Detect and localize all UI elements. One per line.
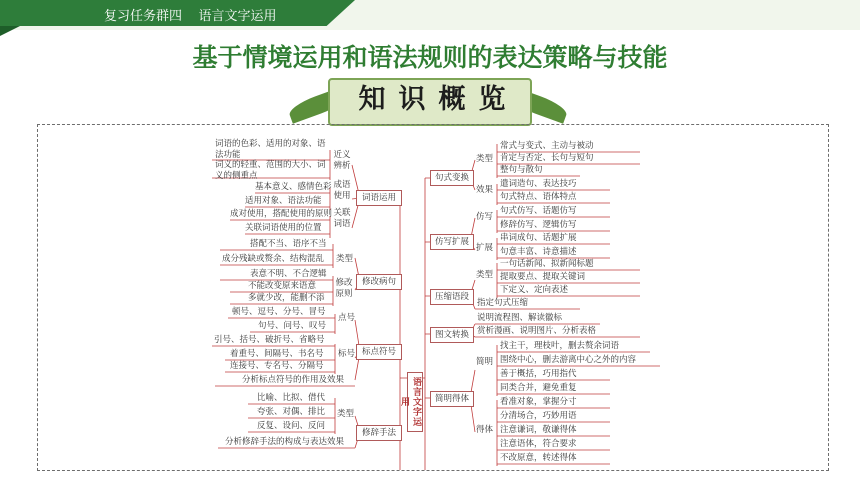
node-kuozhan: 仿写扩展: [430, 234, 474, 250]
group-label: 标号: [338, 349, 356, 359]
node-ciyu: 词语运用: [356, 190, 402, 206]
leaf-item: 提取要点、提取关键词: [500, 272, 586, 282]
leaf-item: 遣词造句、表达技巧: [500, 179, 577, 189]
banner-char: 览: [478, 84, 506, 115]
leaf-item: 成分残缺或赘余、结构混乱: [222, 254, 325, 264]
leaf-item: 同类合并，避免重复: [500, 383, 577, 393]
header-topic: 语言文字运用: [198, 9, 277, 24]
group-label: 成语使用: [333, 180, 351, 201]
leaf-item: 搭配不当、语序不当: [250, 239, 327, 249]
page-title: 基于情境运用和语法规则的表达策略与技能: [192, 43, 668, 72]
leaf-item: 不改原意，转述得体: [500, 453, 577, 463]
leaf-item: 看准对象，掌握分寸: [500, 397, 577, 407]
leaf-item: 常式与变式、主动与被动: [500, 141, 594, 151]
leaf-item: 句号、问号、叹号: [258, 321, 327, 331]
node-jianming: 简明得体: [430, 391, 474, 407]
leaf-item: 赏析漫画、说明图片、分析表格: [477, 326, 597, 336]
group-label: 类型: [336, 254, 354, 264]
banner-char: 知: [358, 84, 386, 115]
leaf-item: 句式特点、语体特点: [500, 192, 577, 202]
leaf-item: 修辞仿写、逻辑仿写: [500, 220, 577, 230]
node-bingju: 修改病句: [356, 274, 402, 290]
leaf-item: 词语的色彩、适用的对象、语法功能: [215, 139, 326, 160]
leaf-item: 表意不明、不合逻辑: [250, 269, 327, 279]
banner-char: 识: [398, 84, 426, 115]
leaf-item: 善于概括，巧用指代: [500, 369, 577, 379]
node-yasuo: 压缩语段: [430, 289, 474, 305]
leaf-item: 一句话新闻、拟新闻标题: [500, 259, 594, 269]
node-tuwen: 图文转换: [430, 327, 474, 343]
leaf-item: 连接号、专名号、分隔号: [230, 361, 324, 371]
leaf-item: 串词成句、话题扩展: [500, 233, 577, 243]
leaf-item: 基本意义、感情色彩: [255, 182, 332, 192]
leaf-item: 不能改变原来语意: [248, 281, 317, 291]
leaf-item: 引号、括号、破折号、省略号: [214, 335, 325, 345]
leaf-item: 词义的轻重、范围的大小、词义的侧重点: [215, 160, 326, 181]
leaf-item: 关联词语使用的位置: [245, 223, 322, 233]
node-biaodian: 标点符号: [356, 344, 402, 360]
leaf-item: 适用对象、语法功能: [245, 196, 322, 206]
leaf-item: 分析修辞手法的构成与表达效果: [225, 437, 345, 447]
group-label: 修改原则: [335, 278, 353, 299]
leaf-item: 下定义、定向表述: [500, 285, 569, 295]
leaf-item: 分析标点符号的作用及效果: [242, 375, 345, 385]
leaf-item: 反复、设问、反问: [257, 421, 326, 431]
leaf-item: 着重号、间隔号、书名号: [230, 349, 324, 359]
group-label: 得体: [476, 425, 494, 435]
leaf-item: 注意语体，符合要求: [500, 439, 577, 449]
group-label: 扩展: [476, 243, 494, 253]
banner-char: 概: [438, 84, 466, 115]
group-label: 类型: [337, 409, 355, 419]
leaf-item: 注意谦词，敬谦得体: [500, 425, 577, 435]
leaf-item: 分清场合，巧妙用语: [500, 411, 577, 421]
leaf-item: 找主干，理枝叶，删去赘余词语: [500, 341, 620, 351]
leaf-item: 说明流程图、解读徽标: [477, 313, 563, 323]
leaf-item: 指定句式压缩: [477, 298, 529, 308]
leaf-item: 句式仿写、话题仿写: [500, 206, 577, 216]
root-node: 语言文字运用: [407, 372, 423, 432]
group-label: 关联词语: [333, 208, 351, 229]
group-label: 近义辨析: [333, 150, 351, 171]
group-label: 简明: [476, 357, 494, 367]
leaf-item: 夸张、对偶、排比: [257, 407, 326, 417]
leaf-item: 围绕中心，删去游离中心之外的内容: [500, 355, 637, 365]
group-label: 效果: [476, 185, 494, 195]
node-jushi: 句式变换: [430, 170, 474, 186]
leaf-item: 成对使用，搭配使用的原则: [230, 209, 333, 219]
leaf-item: 肯定与否定、长句与短句: [500, 153, 594, 163]
leaf-item: 多就少改，能删不添: [248, 293, 325, 303]
group-label: 类型: [476, 154, 494, 164]
group-label: 仿写: [476, 212, 494, 222]
group-label: 点号: [338, 313, 356, 323]
node-xiuci: 修辞手法: [356, 425, 402, 441]
leaf-item: 整句与散句: [500, 165, 543, 175]
leaf-item: 句意丰富、诗意描述: [500, 247, 577, 257]
group-label: 类型: [476, 270, 494, 280]
leaf-item: 比喻、比拟、借代: [257, 393, 326, 403]
leaf-item: 顿号、逗号、分号、冒号: [232, 307, 326, 317]
header-section: 复习任务群四: [104, 9, 183, 24]
